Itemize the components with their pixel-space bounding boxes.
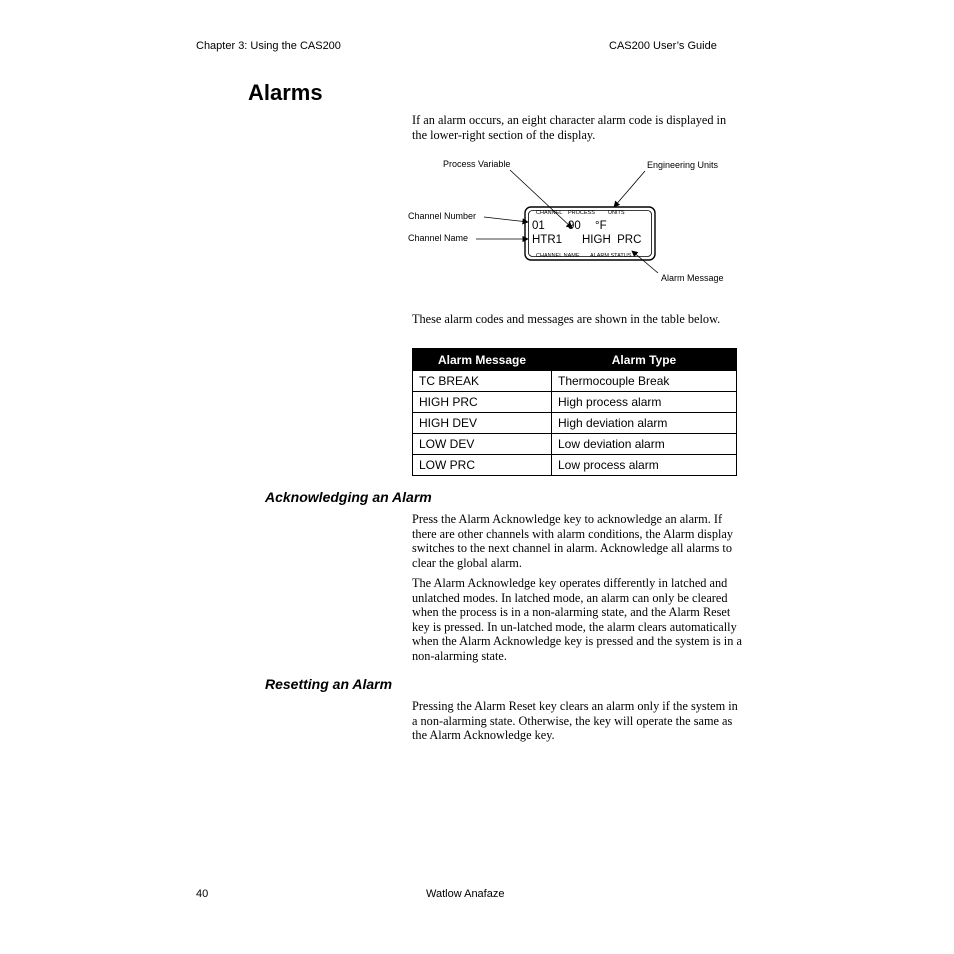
label-channel-name: Channel Name (408, 233, 469, 243)
caption-units: UNITS (608, 210, 625, 216)
alarm-code-cell: LOW PRC (413, 455, 552, 476)
header-guide-title: CAS200 User’s Guide (609, 40, 717, 52)
alarm-type-cell: Thermocouple Break (552, 371, 737, 392)
display-alarm-message: HIGH PRC (582, 234, 642, 246)
display-diagram (400, 150, 740, 290)
paragraph: Pressing the Alarm Reset key clears an alarm only if the system in a non-alarming state. Otherwise, the key will operate the same as the Alarm Acknowledge key. (412, 699, 738, 742)
page-number: 40 (196, 888, 209, 900)
header-alarm-type: Alarm Type (552, 349, 737, 371)
table-row (413, 455, 737, 476)
table-intro-text: These alarm codes and messages are shown in the table below. (412, 312, 721, 326)
alarm-type-cell: Low process alarm (552, 455, 737, 476)
paragraph: Press the Alarm Acknowledge key to acknowledge an alarm. If there are other channels with alarm conditions, the Alarm display switches to the next channel in alarm. Acknowledge all alarms to clear the global alarm. (412, 512, 733, 570)
table-row (413, 434, 737, 455)
table-header-row (413, 349, 737, 371)
caption-channel-name: CHANNEL NAME (536, 253, 580, 259)
label-engineering-units: Engineering Units (647, 160, 719, 170)
alarm-code-cell: HIGH PRC (413, 392, 552, 413)
footer-company: Watlow Anafaze (426, 888, 505, 900)
alarm-code-cell: TC BREAK (413, 371, 552, 392)
intro-paragraph (412, 113, 742, 142)
caption-alarm-status: ALARM STATUS (590, 253, 632, 259)
alarm-type-cell: High process alarm (552, 392, 737, 413)
label-alarm-message: Alarm Message (661, 273, 724, 283)
table-row (413, 371, 737, 392)
page-title: Alarms (248, 80, 323, 105)
paragraph: The Alarm Acknowledge key operates differently in latched and unlatched modes. In latched mode, an alarm can only be cleared when the process is in a non-alarming state, and the Alarm Reset key is pressed. In un-latched mode, the alarm clears automatically when the Alarm Acknowledge key is pressed and the system is in a non-alarming state. (412, 576, 742, 663)
lcd-display (525, 207, 655, 260)
leader-alarm-message (632, 251, 658, 273)
label-channel-number: Channel Number (408, 211, 477, 221)
alarm-code-cell: HIGH DEV (413, 413, 552, 434)
caption-channel: CHANNEL (536, 210, 563, 216)
label-process-variable: Process Variable (443, 159, 511, 169)
leader-engineering-units (614, 171, 645, 207)
section-body-acknowledging (412, 512, 742, 663)
alarm-type-cell: High deviation alarm (552, 413, 737, 434)
display-channel-name: HTR1 (532, 234, 563, 246)
alarm-table (412, 348, 737, 476)
alarm-code-cell: LOW DEV (413, 434, 552, 455)
caption-process: PROCESS (568, 210, 595, 216)
display-units: °F (595, 220, 607, 232)
table-intro-paragraph (412, 312, 742, 327)
section-heading-acknowledging: Acknowledging an Alarm (265, 489, 432, 505)
section-heading-resetting: Resetting an Alarm (265, 676, 393, 692)
section-body-resetting (412, 699, 742, 743)
header-chapter: Chapter 3: Using the CAS200 (196, 40, 341, 52)
display-channel-number: 01 (532, 220, 545, 232)
intro-text: If an alarm occurs, an eight character alarm code is displayed in the lower-right section of the display. (412, 113, 727, 142)
leader-channel-number (484, 217, 528, 222)
table-row (413, 392, 737, 413)
table-row (413, 413, 737, 434)
display-process-value: 90 (568, 220, 581, 232)
alarm-type-cell: Low deviation alarm (552, 434, 737, 455)
header-alarm-message: Alarm Message (413, 349, 552, 371)
